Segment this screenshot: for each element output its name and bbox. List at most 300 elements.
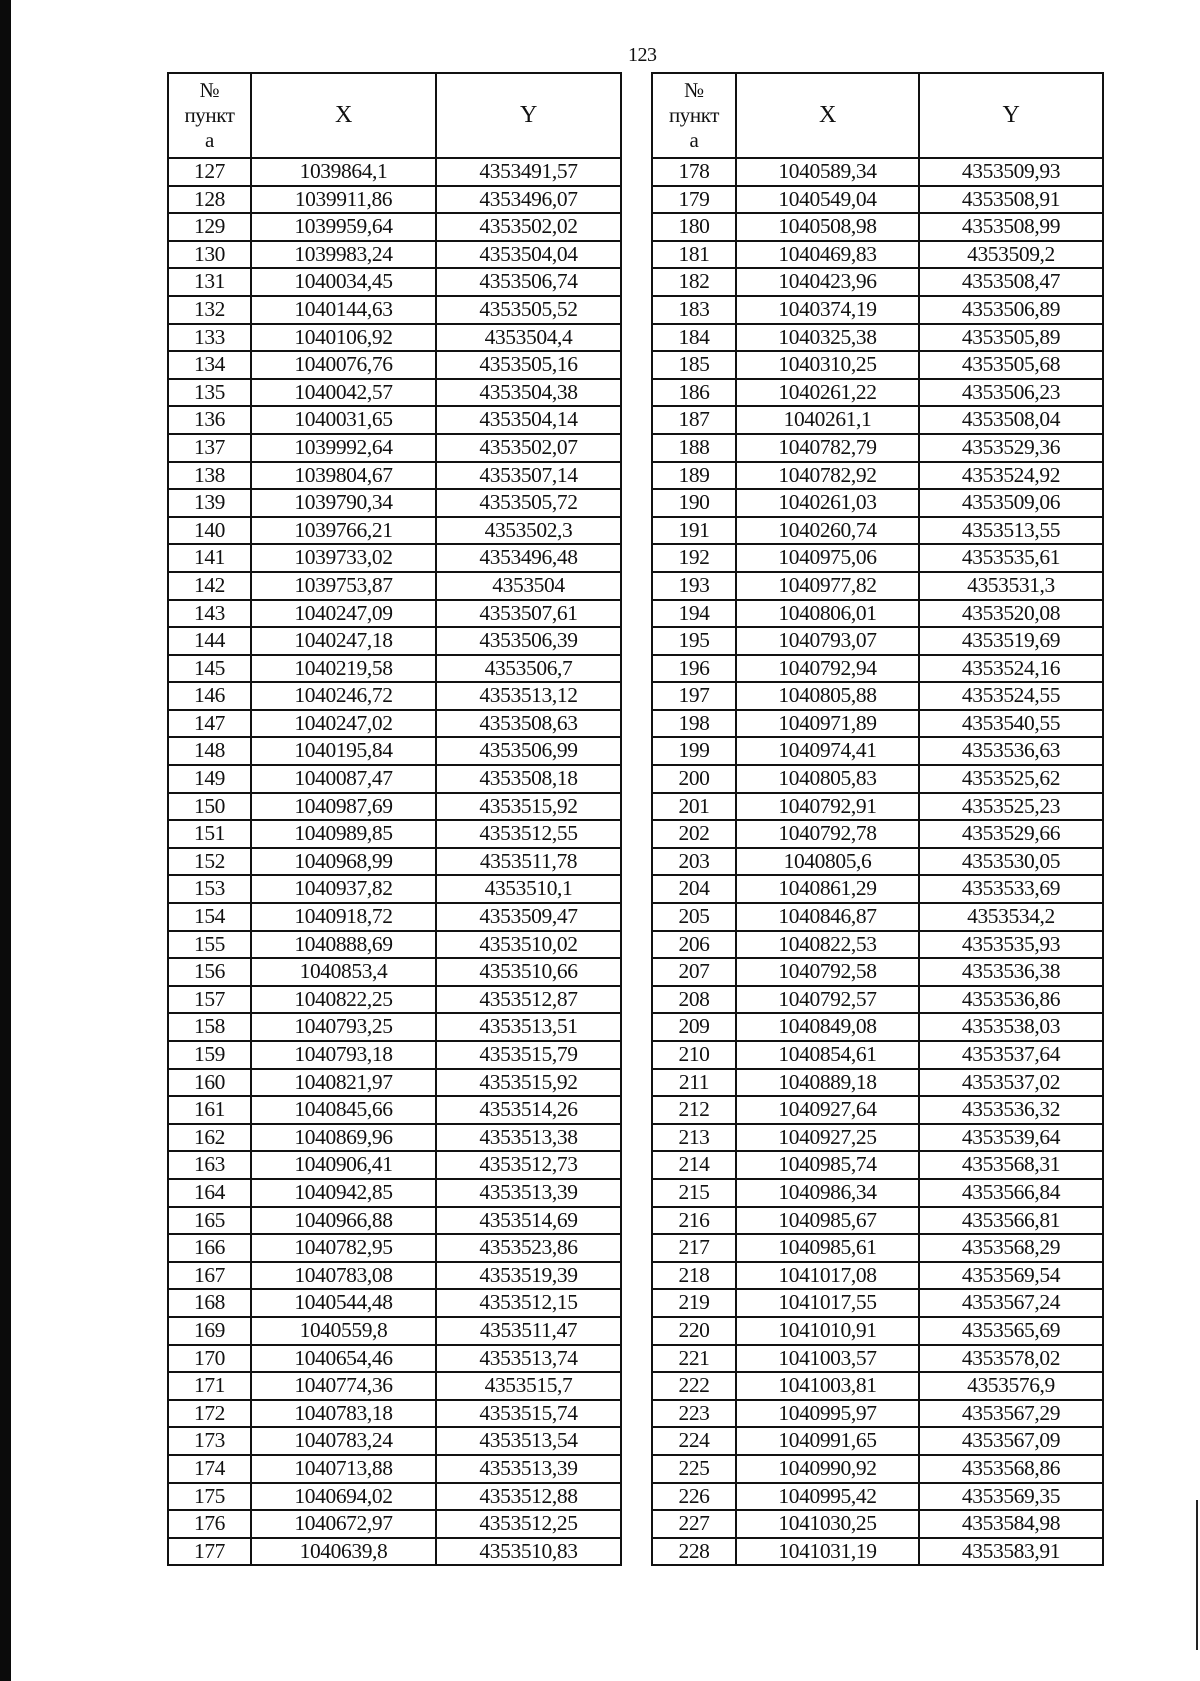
table-row bbox=[168, 737, 621, 765]
y-cell: 4353569,35 bbox=[919, 1483, 1103, 1511]
y-cell: 4353567,09 bbox=[919, 1427, 1103, 1455]
point-number-cell: 177 bbox=[168, 1538, 251, 1566]
x-cell: 1040589,34 bbox=[736, 158, 919, 186]
table-row bbox=[168, 544, 621, 572]
point-number-cell: 223 bbox=[652, 1400, 736, 1428]
table-row bbox=[168, 1289, 621, 1317]
x-cell: 1040845,66 bbox=[251, 1096, 436, 1124]
table-row bbox=[168, 765, 621, 793]
y-cell: 4353511,78 bbox=[436, 848, 621, 876]
table-row bbox=[168, 958, 621, 986]
table-row bbox=[168, 351, 621, 379]
point-number-cell: 145 bbox=[168, 655, 251, 683]
y-cell: 4353512,15 bbox=[436, 1289, 621, 1317]
point-number-cell: 192 bbox=[652, 544, 736, 572]
table-row bbox=[168, 572, 621, 600]
point-number-cell: 171 bbox=[168, 1372, 251, 1400]
y-cell: 4353496,48 bbox=[436, 544, 621, 572]
table-row bbox=[168, 213, 621, 241]
y-cell: 4353513,38 bbox=[436, 1124, 621, 1152]
point-number-cell: 228 bbox=[652, 1538, 736, 1566]
x-cell: 1040219,58 bbox=[251, 655, 436, 683]
table-row bbox=[168, 406, 621, 434]
point-number-cell: 158 bbox=[168, 1013, 251, 1041]
point-number-cell: 146 bbox=[168, 682, 251, 710]
y-cell: 4353515,74 bbox=[436, 1400, 621, 1428]
point-number-cell: 227 bbox=[652, 1510, 736, 1538]
x-cell: 1040559,8 bbox=[251, 1317, 436, 1345]
x-cell: 1040985,74 bbox=[736, 1151, 919, 1179]
y-cell: 4353512,73 bbox=[436, 1151, 621, 1179]
x-cell: 1040971,89 bbox=[736, 710, 919, 738]
point-number-cell: 164 bbox=[168, 1179, 251, 1207]
table-row bbox=[168, 1069, 621, 1097]
x-cell: 1040792,78 bbox=[736, 820, 919, 848]
x-cell: 1039864,1 bbox=[251, 158, 436, 186]
point-number-cell: 174 bbox=[168, 1455, 251, 1483]
table-row bbox=[652, 1372, 1103, 1400]
point-number-cell: 138 bbox=[168, 462, 251, 490]
table-row bbox=[652, 903, 1103, 931]
point-number-cell: 182 bbox=[652, 268, 736, 296]
x-cell: 1040195,84 bbox=[251, 737, 436, 765]
table-row bbox=[652, 737, 1103, 765]
y-cell: 4353508,91 bbox=[919, 186, 1103, 214]
x-cell: 1040783,08 bbox=[251, 1262, 436, 1290]
y-cell: 4353506,23 bbox=[919, 379, 1103, 407]
point-number-cell: 140 bbox=[168, 517, 251, 545]
y-cell: 4353506,89 bbox=[919, 296, 1103, 324]
y-cell: 4353504,38 bbox=[436, 379, 621, 407]
x-cell: 1040990,92 bbox=[736, 1455, 919, 1483]
table-row bbox=[168, 1151, 621, 1179]
y-cell: 4353515,79 bbox=[436, 1041, 621, 1069]
x-cell: 1040906,41 bbox=[251, 1151, 436, 1179]
table-row bbox=[652, 1179, 1103, 1207]
table-row bbox=[168, 1538, 621, 1566]
y-cell: 4353515,92 bbox=[436, 1069, 621, 1097]
table-row bbox=[168, 600, 621, 628]
y-cell: 4353513,55 bbox=[919, 517, 1103, 545]
table-row bbox=[652, 765, 1103, 793]
y-cell: 4353513,51 bbox=[436, 1013, 621, 1041]
x-cell: 1039790,34 bbox=[251, 489, 436, 517]
y-cell: 4353535,93 bbox=[919, 931, 1103, 959]
point-number-cell: 209 bbox=[652, 1013, 736, 1041]
point-number-cell: 130 bbox=[168, 241, 251, 269]
x-cell: 1040031,65 bbox=[251, 406, 436, 434]
point-number-cell: 212 bbox=[652, 1096, 736, 1124]
header-num-sign: № bbox=[684, 78, 704, 102]
y-cell: 4353515,92 bbox=[436, 793, 621, 821]
point-number-cell: 155 bbox=[168, 931, 251, 959]
y-cell: 4353525,23 bbox=[919, 793, 1103, 821]
header-num-word: пункт bbox=[668, 103, 720, 127]
x-cell: 1040654,46 bbox=[251, 1345, 436, 1373]
table-row bbox=[168, 1041, 621, 1069]
table-row bbox=[168, 1372, 621, 1400]
point-number-cell: 156 bbox=[168, 958, 251, 986]
table-row bbox=[168, 434, 621, 462]
y-cell: 4353506,7 bbox=[436, 655, 621, 683]
x-cell: 1040261,22 bbox=[736, 379, 919, 407]
table-row bbox=[168, 517, 621, 545]
table-row bbox=[652, 1538, 1103, 1566]
table-row bbox=[652, 186, 1103, 214]
y-cell: 4353524,16 bbox=[919, 655, 1103, 683]
point-number-cell: 142 bbox=[168, 572, 251, 600]
table-row bbox=[652, 710, 1103, 738]
x-cell: 1040694,02 bbox=[251, 1483, 436, 1511]
table-row bbox=[652, 1510, 1103, 1538]
point-number-cell: 187 bbox=[652, 406, 736, 434]
x-cell: 1040805,6 bbox=[736, 848, 919, 876]
x-cell: 1040937,82 bbox=[251, 875, 436, 903]
point-number-cell: 154 bbox=[168, 903, 251, 931]
table-row bbox=[652, 406, 1103, 434]
table-row bbox=[168, 1262, 621, 1290]
x-cell: 1041031,19 bbox=[736, 1538, 919, 1566]
point-number-cell: 149 bbox=[168, 765, 251, 793]
point-number-cell: 217 bbox=[652, 1234, 736, 1262]
y-cell: 4353502,02 bbox=[436, 213, 621, 241]
x-cell: 1040247,18 bbox=[251, 627, 436, 655]
y-cell: 4353515,7 bbox=[436, 1372, 621, 1400]
point-number-cell: 198 bbox=[652, 710, 736, 738]
x-cell: 1040792,94 bbox=[736, 655, 919, 683]
table-row bbox=[652, 875, 1103, 903]
point-number-cell: 194 bbox=[652, 600, 736, 628]
y-cell: 4353513,74 bbox=[436, 1345, 621, 1373]
table-row bbox=[168, 793, 621, 821]
y-cell: 4353567,29 bbox=[919, 1400, 1103, 1428]
table-row bbox=[652, 1345, 1103, 1373]
point-number-cell: 151 bbox=[168, 820, 251, 848]
point-number-cell: 129 bbox=[168, 213, 251, 241]
point-number-cell: 186 bbox=[652, 379, 736, 407]
table-row bbox=[652, 986, 1103, 1014]
y-cell: 4353508,47 bbox=[919, 268, 1103, 296]
x-cell: 1040853,4 bbox=[251, 958, 436, 986]
table-row bbox=[652, 1069, 1103, 1097]
x-cell: 1040849,08 bbox=[736, 1013, 919, 1041]
point-number-cell: 175 bbox=[168, 1483, 251, 1511]
x-cell: 1039983,24 bbox=[251, 241, 436, 269]
table-row bbox=[652, 1013, 1103, 1041]
x-cell: 1040508,98 bbox=[736, 213, 919, 241]
table-row bbox=[168, 489, 621, 517]
x-cell: 1040246,72 bbox=[251, 682, 436, 710]
table-row bbox=[652, 1400, 1103, 1428]
y-cell: 4353506,39 bbox=[436, 627, 621, 655]
point-number-cell: 210 bbox=[652, 1041, 736, 1069]
table-row bbox=[168, 186, 621, 214]
point-number-cell: 132 bbox=[168, 296, 251, 324]
x-cell: 1040087,47 bbox=[251, 765, 436, 793]
point-number-cell: 139 bbox=[168, 489, 251, 517]
point-number-cell: 225 bbox=[652, 1455, 736, 1483]
table-row bbox=[652, 517, 1103, 545]
point-number-cell: 160 bbox=[168, 1069, 251, 1097]
point-number-cell: 222 bbox=[652, 1372, 736, 1400]
point-number-cell: 157 bbox=[168, 986, 251, 1014]
scan-right-mark bbox=[1196, 1500, 1198, 1650]
y-cell: 4353513,39 bbox=[436, 1179, 621, 1207]
table-header-row bbox=[168, 73, 621, 158]
x-cell: 1040793,18 bbox=[251, 1041, 436, 1069]
table-row bbox=[652, 1096, 1103, 1124]
x-cell: 1040805,88 bbox=[736, 682, 919, 710]
x-cell: 1040968,99 bbox=[251, 848, 436, 876]
header-num-suffix: а bbox=[205, 128, 214, 152]
point-number-cell: 134 bbox=[168, 351, 251, 379]
x-cell: 1039911,86 bbox=[251, 186, 436, 214]
table-row bbox=[168, 931, 621, 959]
y-cell: 4353519,39 bbox=[436, 1262, 621, 1290]
point-number-cell: 200 bbox=[652, 765, 736, 793]
y-cell: 4353529,66 bbox=[919, 820, 1103, 848]
x-cell: 1041017,55 bbox=[736, 1289, 919, 1317]
table-row bbox=[168, 1455, 621, 1483]
y-cell: 4353523,86 bbox=[436, 1234, 621, 1262]
point-number-cell: 173 bbox=[168, 1427, 251, 1455]
point-number-cell: 199 bbox=[652, 737, 736, 765]
table-row bbox=[168, 268, 621, 296]
table-row bbox=[652, 462, 1103, 490]
y-cell: 4353524,55 bbox=[919, 682, 1103, 710]
point-number-cell: 197 bbox=[652, 682, 736, 710]
y-cell: 4353509,93 bbox=[919, 158, 1103, 186]
x-cell: 1040639,8 bbox=[251, 1538, 436, 1566]
point-number-cell: 148 bbox=[168, 737, 251, 765]
point-number-cell: 188 bbox=[652, 434, 736, 462]
x-cell: 1040713,88 bbox=[251, 1455, 436, 1483]
x-cell: 1040261,03 bbox=[736, 489, 919, 517]
point-number-cell: 136 bbox=[168, 406, 251, 434]
x-cell: 1040888,69 bbox=[251, 931, 436, 959]
x-cell: 1040782,79 bbox=[736, 434, 919, 462]
x-header: X bbox=[251, 73, 436, 158]
table-row bbox=[652, 544, 1103, 572]
x-cell: 1040783,24 bbox=[251, 1427, 436, 1455]
x-cell: 1040792,91 bbox=[736, 793, 919, 821]
point-number-cell: 202 bbox=[652, 820, 736, 848]
x-cell: 1040261,1 bbox=[736, 406, 919, 434]
x-cell: 1041003,57 bbox=[736, 1345, 919, 1373]
x-cell: 1040806,01 bbox=[736, 600, 919, 628]
table-row bbox=[168, 682, 621, 710]
table-row bbox=[168, 1013, 621, 1041]
point-number-cell: 190 bbox=[652, 489, 736, 517]
point-number-cell: 193 bbox=[652, 572, 736, 600]
y-cell: 4353508,04 bbox=[919, 406, 1103, 434]
header-num-sign: № bbox=[199, 78, 220, 102]
x-cell: 1039753,87 bbox=[251, 572, 436, 600]
table-row bbox=[168, 462, 621, 490]
y-cell: 4353565,69 bbox=[919, 1317, 1103, 1345]
x-cell: 1040822,53 bbox=[736, 931, 919, 959]
x-cell: 1039959,64 bbox=[251, 213, 436, 241]
table-row bbox=[652, 958, 1103, 986]
table-row bbox=[652, 296, 1103, 324]
point-number-cell: 224 bbox=[652, 1427, 736, 1455]
point-number-cell: 162 bbox=[168, 1124, 251, 1152]
point-number-cell: 214 bbox=[652, 1151, 736, 1179]
x-cell: 1040927,64 bbox=[736, 1096, 919, 1124]
point-number-cell: 181 bbox=[652, 241, 736, 269]
table-row bbox=[652, 793, 1103, 821]
point-number-cell: 185 bbox=[652, 351, 736, 379]
point-number-cell: 169 bbox=[168, 1317, 251, 1345]
y-cell: 4353583,91 bbox=[919, 1538, 1103, 1566]
table-row bbox=[168, 986, 621, 1014]
point-number-cell: 167 bbox=[168, 1262, 251, 1290]
y-cell: 4353566,84 bbox=[919, 1179, 1103, 1207]
y-cell: 4353505,89 bbox=[919, 324, 1103, 352]
point-number-cell: 165 bbox=[168, 1207, 251, 1235]
table-row bbox=[168, 820, 621, 848]
point-number-cell: 133 bbox=[168, 324, 251, 352]
y-cell: 4353568,86 bbox=[919, 1455, 1103, 1483]
point-number-cell: 159 bbox=[168, 1041, 251, 1069]
table-row bbox=[168, 296, 621, 324]
y-cell: 4353537,02 bbox=[919, 1069, 1103, 1097]
table-row bbox=[168, 1510, 621, 1538]
point-number-cell: 183 bbox=[652, 296, 736, 324]
x-cell: 1039766,21 bbox=[251, 517, 436, 545]
y-cell: 4353512,87 bbox=[436, 986, 621, 1014]
table-row bbox=[652, 1289, 1103, 1317]
y-cell: 4353511,47 bbox=[436, 1317, 621, 1345]
point-number-cell: 163 bbox=[168, 1151, 251, 1179]
y-cell: 4353519,69 bbox=[919, 627, 1103, 655]
point-number-cell: 170 bbox=[168, 1345, 251, 1373]
y-cell: 4353525,62 bbox=[919, 765, 1103, 793]
x-cell: 1040793,25 bbox=[251, 1013, 436, 1041]
table-row bbox=[652, 1234, 1103, 1262]
table-row bbox=[652, 213, 1103, 241]
y-cell: 4353569,54 bbox=[919, 1262, 1103, 1290]
table-row bbox=[652, 1041, 1103, 1069]
point-number-cell: 195 bbox=[652, 627, 736, 655]
point-number-cell: 196 bbox=[652, 655, 736, 683]
x-cell: 1040861,29 bbox=[736, 875, 919, 903]
x-cell: 1040782,95 bbox=[251, 1234, 436, 1262]
y-cell: 4353533,69 bbox=[919, 875, 1103, 903]
y-cell: 4353509,2 bbox=[919, 241, 1103, 269]
y-header: Y bbox=[436, 73, 621, 158]
y-cell: 4353567,24 bbox=[919, 1289, 1103, 1317]
x-cell: 1041030,25 bbox=[736, 1510, 919, 1538]
x-cell: 1040549,04 bbox=[736, 186, 919, 214]
x-cell: 1040985,67 bbox=[736, 1207, 919, 1235]
x-cell: 1040310,25 bbox=[736, 351, 919, 379]
table-row bbox=[168, 627, 621, 655]
y-cell: 4353568,31 bbox=[919, 1151, 1103, 1179]
y-cell: 4353491,57 bbox=[436, 158, 621, 186]
y-cell: 4353536,38 bbox=[919, 958, 1103, 986]
table-row bbox=[168, 1427, 621, 1455]
point-number-cell: 216 bbox=[652, 1207, 736, 1235]
point-number-cell: 161 bbox=[168, 1096, 251, 1124]
y-cell: 4353529,36 bbox=[919, 434, 1103, 462]
x-cell: 1039733,02 bbox=[251, 544, 436, 572]
y-cell: 4353568,29 bbox=[919, 1234, 1103, 1262]
y-cell: 4353505,52 bbox=[436, 296, 621, 324]
point-number-cell: 207 bbox=[652, 958, 736, 986]
point-number-cell: 213 bbox=[652, 1124, 736, 1152]
y-cell: 4353502,3 bbox=[436, 517, 621, 545]
point-number-cell: 219 bbox=[652, 1289, 736, 1317]
table-row bbox=[652, 1151, 1103, 1179]
point-number-cell: 226 bbox=[652, 1483, 736, 1511]
y-cell: 4353504,4 bbox=[436, 324, 621, 352]
x-cell: 1040793,07 bbox=[736, 627, 919, 655]
point-number-cell: 178 bbox=[652, 158, 736, 186]
header-num-word: пункт bbox=[184, 103, 235, 127]
table-row bbox=[168, 1234, 621, 1262]
point-number-cell: 206 bbox=[652, 931, 736, 959]
table-row bbox=[652, 1455, 1103, 1483]
y-cell: 4353524,92 bbox=[919, 462, 1103, 490]
table-row bbox=[168, 241, 621, 269]
y-cell: 4353520,08 bbox=[919, 600, 1103, 628]
x-cell: 1040423,96 bbox=[736, 268, 919, 296]
table-row bbox=[652, 820, 1103, 848]
table-row bbox=[652, 1124, 1103, 1152]
y-cell: 4353584,98 bbox=[919, 1510, 1103, 1538]
x-cell: 1040792,58 bbox=[736, 958, 919, 986]
table-row bbox=[168, 655, 621, 683]
x-cell: 1041003,81 bbox=[736, 1372, 919, 1400]
x-cell: 1041017,08 bbox=[736, 1262, 919, 1290]
x-header: X bbox=[736, 73, 919, 158]
x-cell: 1041010,91 bbox=[736, 1317, 919, 1345]
point-number-cell: 131 bbox=[168, 268, 251, 296]
y-cell: 4353534,2 bbox=[919, 903, 1103, 931]
table-row bbox=[652, 489, 1103, 517]
y-cell: 4353536,63 bbox=[919, 737, 1103, 765]
x-cell: 1040783,18 bbox=[251, 1400, 436, 1428]
x-cell: 1040247,02 bbox=[251, 710, 436, 738]
y-cell: 4353510,1 bbox=[436, 875, 621, 903]
point-number-cell: 201 bbox=[652, 793, 736, 821]
table-row bbox=[168, 1207, 621, 1235]
point-number-cell: 144 bbox=[168, 627, 251, 655]
table-row bbox=[168, 1400, 621, 1428]
y-cell: 4353536,86 bbox=[919, 986, 1103, 1014]
x-cell: 1040042,57 bbox=[251, 379, 436, 407]
point-number-cell: 153 bbox=[168, 875, 251, 903]
point-number-cell: 172 bbox=[168, 1400, 251, 1428]
point-number-cell: 218 bbox=[652, 1262, 736, 1290]
y-header: Y bbox=[919, 73, 1103, 158]
point-number-cell: 166 bbox=[168, 1234, 251, 1262]
point-number-cell: 168 bbox=[168, 1289, 251, 1317]
y-cell: 4353496,07 bbox=[436, 186, 621, 214]
table-row bbox=[168, 1483, 621, 1511]
y-cell: 4353531,3 bbox=[919, 572, 1103, 600]
table-row bbox=[168, 324, 621, 352]
y-cell: 4353540,55 bbox=[919, 710, 1103, 738]
y-cell: 4353508,18 bbox=[436, 765, 621, 793]
x-cell: 1040782,92 bbox=[736, 462, 919, 490]
table-row bbox=[168, 875, 621, 903]
table-row bbox=[168, 710, 621, 738]
y-cell: 4353504,14 bbox=[436, 406, 621, 434]
x-cell: 1040989,85 bbox=[251, 820, 436, 848]
y-cell: 4353538,03 bbox=[919, 1013, 1103, 1041]
